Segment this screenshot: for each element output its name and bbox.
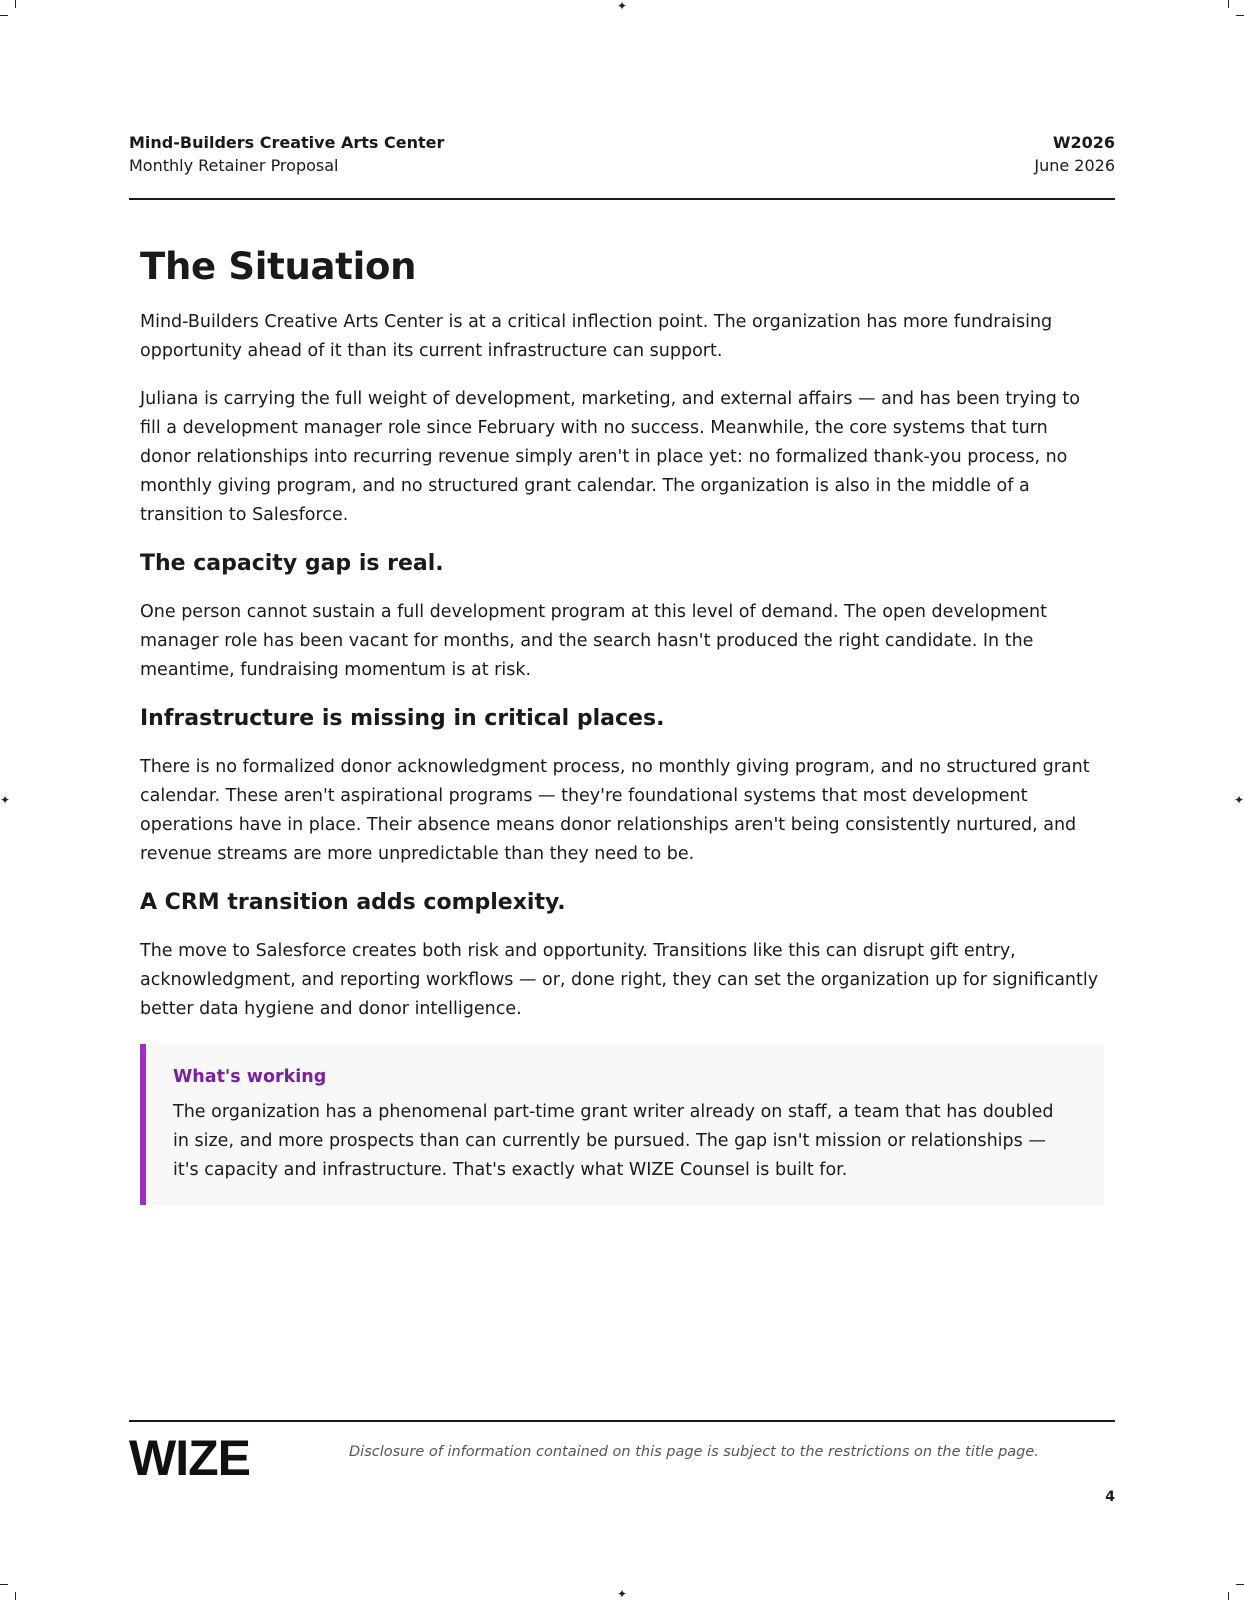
page-header xyxy=(129,132,1115,200)
org-name: Mind-Builders Creative Arts Center xyxy=(129,133,445,152)
page-footer xyxy=(129,1420,1115,1510)
intro-paragraph: Mind-Builders Creative Arts Center is at a critical inflection point. The organization has more fundraising opportunity ahead of it than its current infrastructure can support. xyxy=(140,312,1053,361)
main-content xyxy=(140,242,1104,1205)
crop-mark-top-right-v xyxy=(1228,0,1229,8)
section-heading-capacity: The capacity gap is real. xyxy=(140,551,444,576)
header-right xyxy=(1034,132,1115,178)
section-body-infrastructure: There is no formalized donor acknowledgment process, no monthly giving program, and no structured grant calendar. These aren't aspirational programs — they're foundational systems that most development operations have in place. Their absence means donor relationships aren't being consistently nurtured, and revenue streams are more unpredictable than they need to be. xyxy=(140,757,1090,864)
section-body-capacity: One person cannot sustain a full development program at this level of demand. The open development manager role has been vacant for months, and the search hasn't produced the right candidate. In the meantime, fundraising momentum is at risk. xyxy=(140,602,1047,680)
section-body-crm: The move to Salesforce creates both risk and opportunity. Transitions like this can disrupt gift entry, acknowledgment, and reporting workflows — or, done right, they can set the organization up for significantly better data hygiene and donor intelligence. xyxy=(140,941,1099,1019)
crop-mark-top-right-h xyxy=(1236,15,1244,16)
header-left xyxy=(129,132,444,178)
footer-disclaimer: Disclosure of information contained on this page is subject to the restrictions on the title page. xyxy=(349,1444,1039,1460)
document-code: W2026 xyxy=(1052,133,1115,152)
registration-mark-bottom: ✦ xyxy=(616,1587,628,1601)
registration-mark-right: ✦ xyxy=(1233,793,1244,807)
header-divider xyxy=(129,198,1115,200)
crop-mark-bottom-left-v xyxy=(15,1592,16,1600)
section-heading-crm: A CRM transition adds complexity. xyxy=(140,890,566,915)
footer-divider xyxy=(129,1420,1115,1422)
crop-mark-bottom-left-h xyxy=(0,1584,8,1585)
document-date: June 2026 xyxy=(1034,156,1115,175)
crop-mark-bottom-right-h xyxy=(1236,1584,1244,1585)
callout-title: What's working xyxy=(173,1067,327,1087)
crop-mark-bottom-right-v xyxy=(1228,1592,1229,1600)
document-type: Monthly Retainer Proposal xyxy=(129,156,339,175)
crop-mark-top-left-v xyxy=(15,0,16,8)
crop-mark-top-left-h xyxy=(0,15,8,16)
page-title: The Situation xyxy=(140,245,417,288)
registration-mark-top: ✦ xyxy=(616,0,628,13)
wize-logo: WIZE xyxy=(129,1430,250,1486)
callout-body: The organization has a phenomenal part-time grant writer already on staff, a team that has doubled in size, and more prospects than can currently be pursued. The gap isn't mission or relationships — it's capacity and infrastructure. That's exactly what WIZE Counsel is built for. xyxy=(173,1102,1054,1180)
whats-working-callout xyxy=(140,1044,1104,1205)
section-heading-infrastructure: Infrastructure is missing in critical places. xyxy=(140,706,665,731)
intro-paragraph: Juliana is carrying the full weight of development, marketing, and external affairs — and has been trying to fill a development manager role since February with no success. Meanwhile, the core systems that turn donor relationships into recurring revenue simply aren't in place yet: no formalized thank-you process, no monthly giving program, and no structured grant calendar. The organization is also in the middle of a transition to Salesforce. xyxy=(140,389,1080,525)
registration-mark-left: ✦ xyxy=(0,793,11,807)
page-number: 4 xyxy=(1105,1489,1115,1505)
